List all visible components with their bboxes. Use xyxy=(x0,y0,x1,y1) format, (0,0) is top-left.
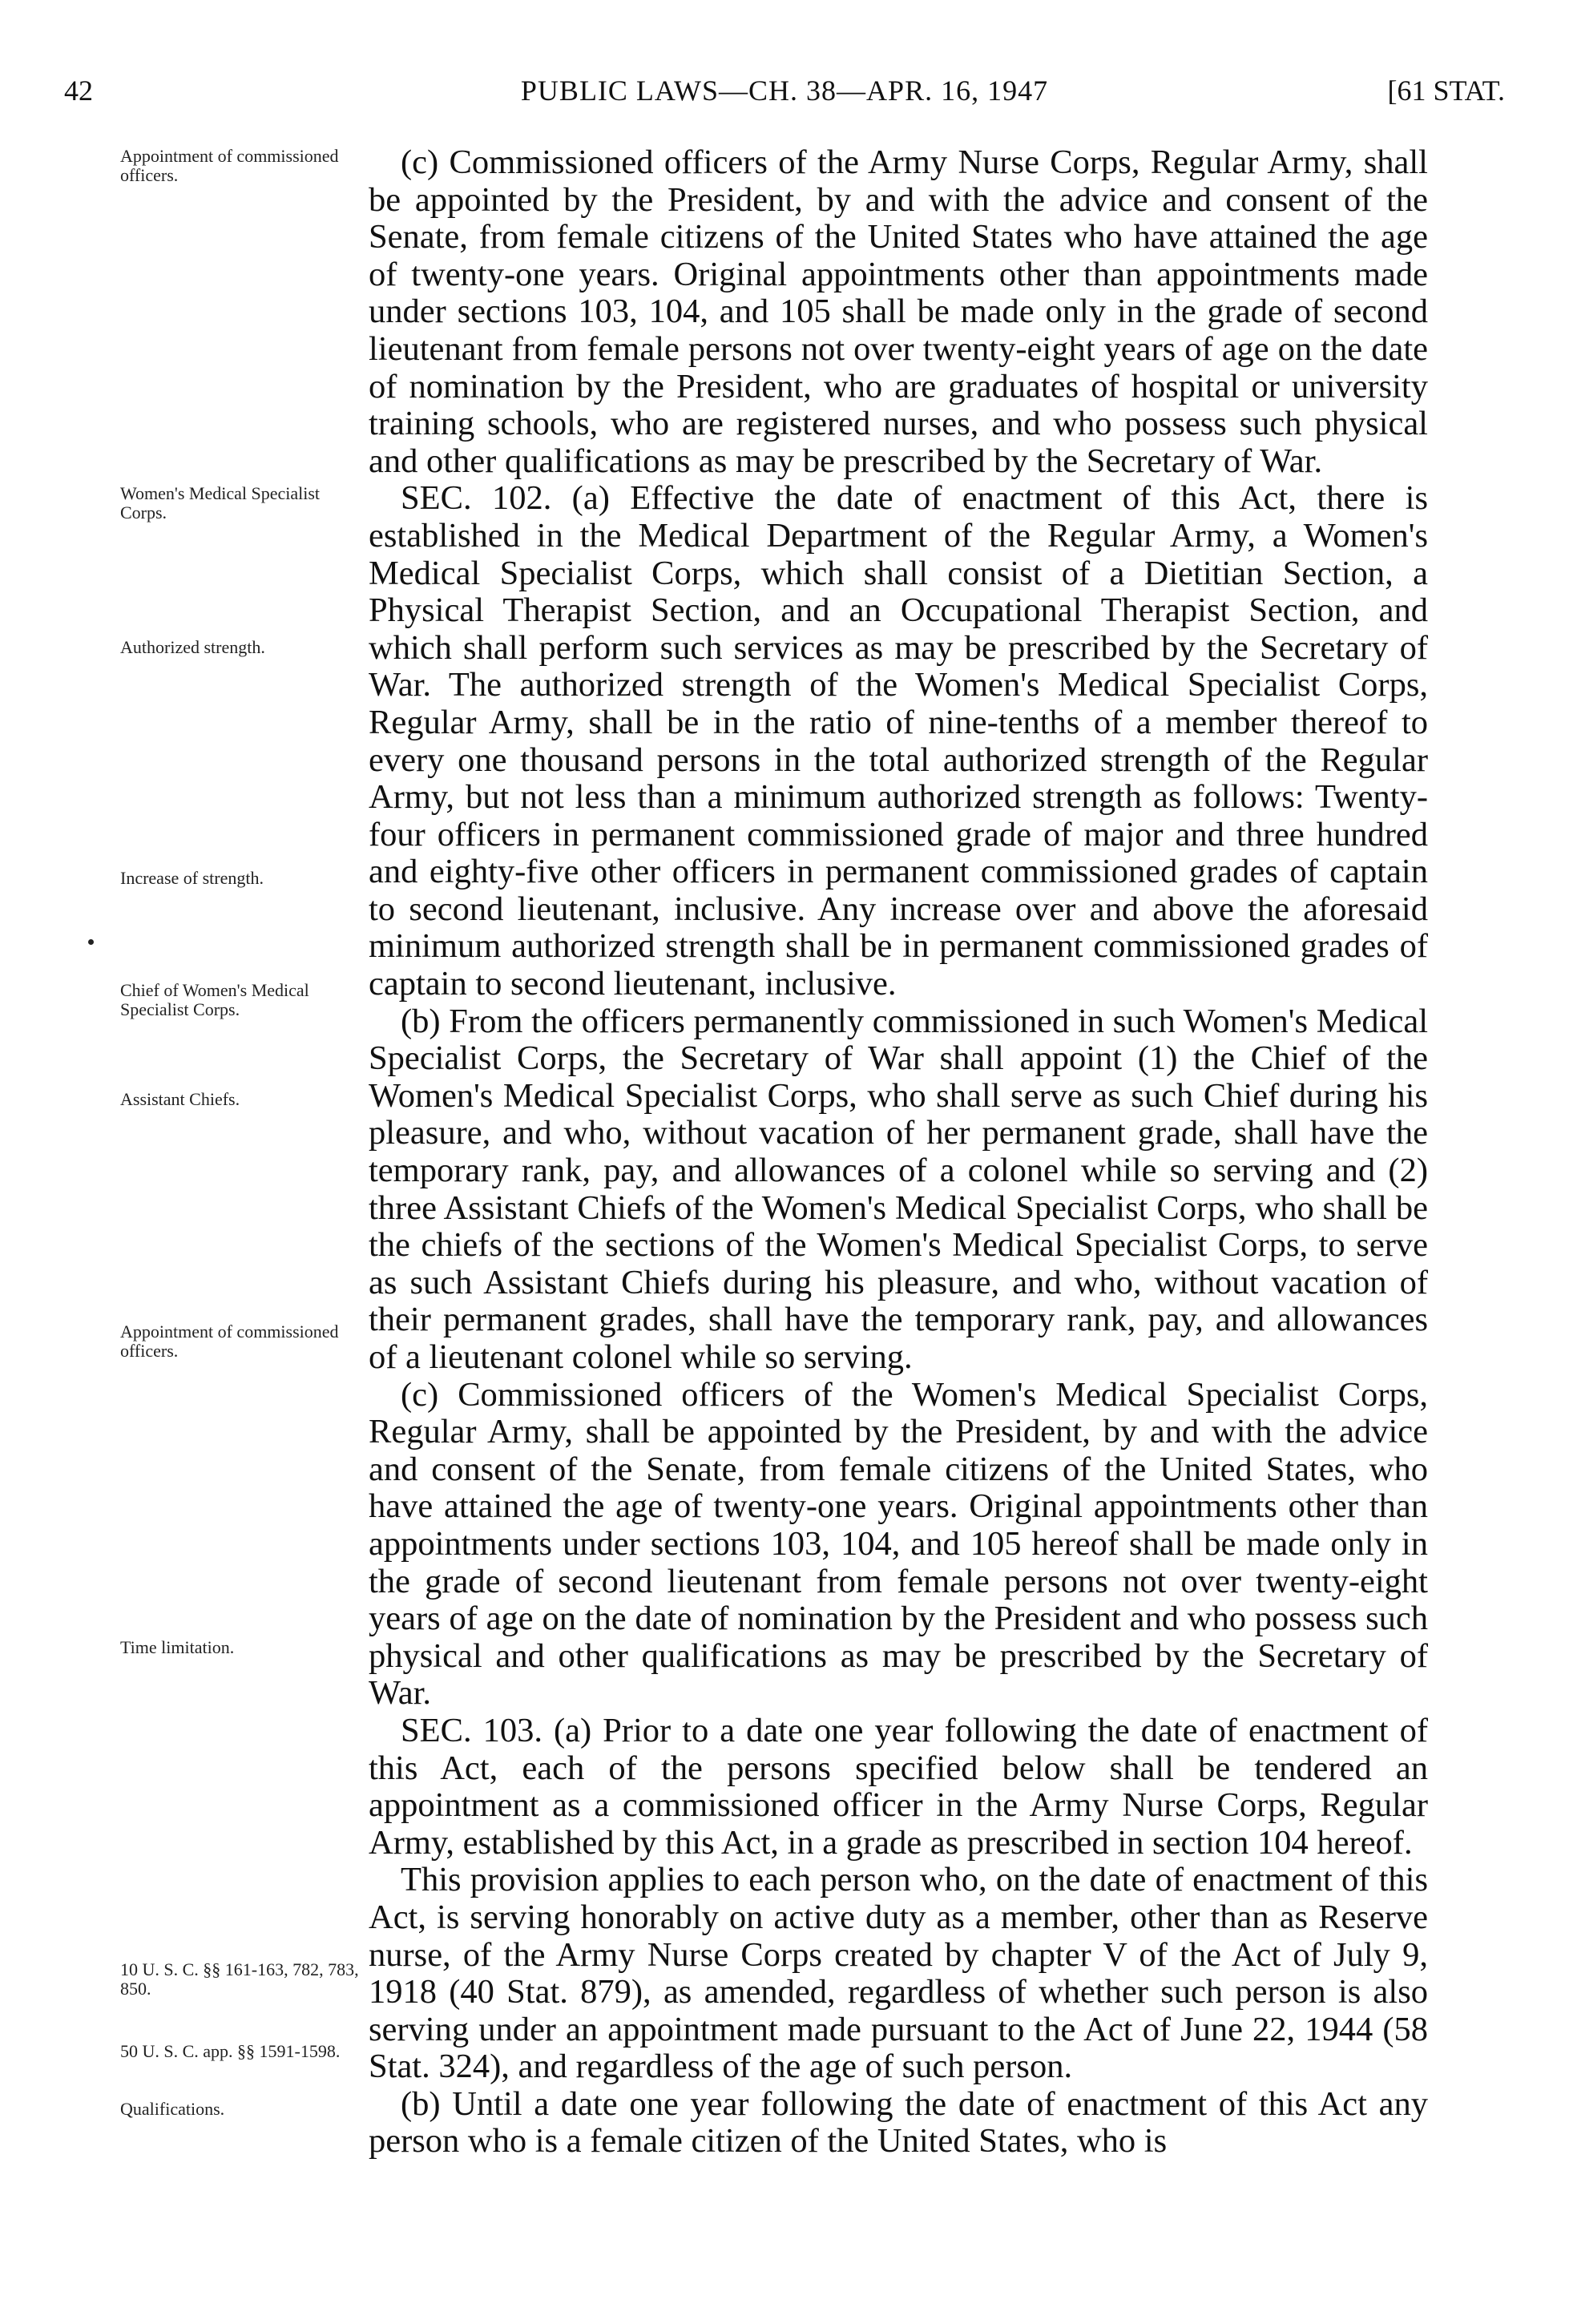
margin-note-authorized-strength: Authorized strength. xyxy=(120,637,265,657)
paragraph: (b) From the officers permanently commissioned in such Women's Medical Specialist Corps, the Secretary of War shall appoint (1) the Chief of the Women's Medical Specialist Corps, who shall serve as such Chief during his pleasure, and who, without vacation of her permanent grade, shall have the temporary rank, pay, and allowances of a colonel while so serving and (2) three Assistant Chiefs of the Women's Medical Specialist Corps, who shall be the chiefs of the sections of the Women's Medical Specialist Corps, to serve as such Assistant Chiefs during his pleasure, and who, without vacation of their permanent grades, shall have the temporary rank, pay, and allowances of a lieutenant colonel while so serving. xyxy=(369,1002,1428,1376)
paragraph: SEC. 103. (a) Prior to a date one year following the date of enactment of this Act, each of the persons specified below shall be tendered an appointment as a commissioned officer in the Army Nurse Corps, Regular Army, established by this Act, in a grade as prescribed in section 104 hereof. xyxy=(369,1711,1428,1862)
statute-body xyxy=(369,144,1428,2161)
margin-note-assistant-chiefs: Assistant Chiefs. xyxy=(120,1089,240,1109)
paragraph: (c) Commissioned officers of the Army Nurse Corps, Regular Army, shall be appointed by the President, by and with the advice and consent of the Senate, from female citizens of the United States who have attained the age of twenty-one years. Original appointments other than appointments made under sections 103, 104, and 105 shall be made only in the grade of second lieutenant from female persons not over twenty-eight years of age on the date of nomination by the President, who are graduates of hospital or university training schools, who are registered nurses, and who possess such physical and other qualifications as may be prescribed by the Secretary of War. xyxy=(369,143,1428,480)
margin-note-qualifications: Qualifications. xyxy=(120,2099,225,2119)
margin-note-usc-10: 10 U. S. C. §§ 161-163, 782, 783, 850. xyxy=(120,1959,359,1999)
statute-citation: [61 STAT. xyxy=(1387,75,1505,107)
paragraph: This provision applies to each person who, on the date of enactment of this Act, is serving honorably on active duty as a member, other than as Reserve nurse, of the Army Nurse Corps created by chapter V of the Act of July 9, 1918 (40 Stat. 879), as amended, regardless of whether such person is also serving under an appointment made pursuant to the Act of June 22, 1944 (58 Stat. 324), and regardless of the age of such person. xyxy=(369,1861,1428,2086)
running-head: PUBLIC LAWS—CH. 38—APR. 16, 1947 xyxy=(520,75,1049,107)
margin-note-increase-strength: Increase of strength. xyxy=(120,868,264,888)
margin-note-appointment-2: Appointment of commissioned officers. xyxy=(120,1321,339,1361)
paragraph: SEC. 102. (a) Effective the date of enactment of this Act, there is established in the Medical Department of the Regular Army, a Women's Medical Specialist Corps, which shall consist of a Dietitian Section, a Physical Therapist Section, and an Occupational Therapist Section, and which shall perform such services as may be prescribed by the Secretary of War. The authorized strength of the Women's Medical Specialist Corps, Regular Army, shall be in the ratio of nine-tenths of a member thereof to every one thousand persons in the total authorized strength of the Regular Army, but not less than a minimum authorized strength as follows: Twenty-four officers in permanent commissioned grade of major and three hundred and eighty-five other officers in permanent commissioned grades of captain to second lieutenant, inclusive. Any increase over and above the aforesaid minimum authorized strength shall be in permanent commissioned grades of captain to second lieutenant, inclusive. xyxy=(369,479,1428,1003)
page-number: 42 xyxy=(64,75,93,107)
page-header xyxy=(64,74,1505,114)
margin-dot xyxy=(88,939,94,945)
margin-note-usc-50: 50 U. S. C. app. §§ 1591-1598. xyxy=(120,2041,341,2061)
margin-note-appointment: Appointment of commissioned officers. xyxy=(120,146,339,185)
paragraph: (b) Until a date one year following the date of enactment of this Act any person who is a female citizen of the United States, who is xyxy=(369,2084,1428,2161)
margin-note-wmsc: Women's Medical Specialist Corps. xyxy=(120,483,321,522)
margin-note-time-limitation: Time limitation. xyxy=(120,1637,235,1657)
margin-note-chief: Chief of Women's Medical Specialist Corps. xyxy=(120,980,309,1019)
paragraph: (c) Commissioned officers of the Women's Medical Specialist Corps, Regular Army, shall be appointed by the President, by and with the advice and consent of the Senate, from female citizens of the United States, who have attained the age of twenty-one years. Original appointments other than appointments under sections 103, 104, and 105 hereof shall be made only in the grade of second lieutenant from female persons not over twenty-eight years of age on the date of nomination by the President and who possess such physical and other qualifications as may be prescribed by the Secretary of War. xyxy=(369,1375,1428,1713)
